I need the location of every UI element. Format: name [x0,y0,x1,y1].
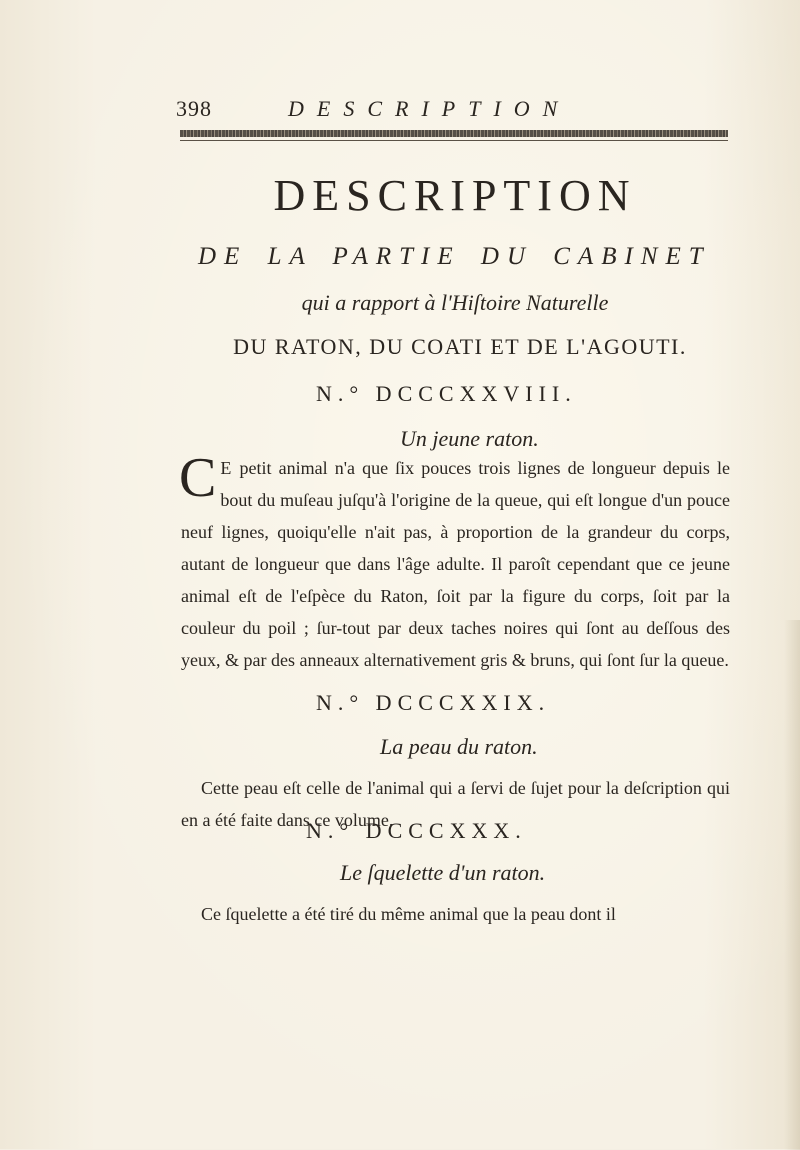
drop-cap-continuation: E [220,458,233,478]
main-title: DESCRIPTION [273,171,637,220]
subtitle-histoire-naturelle: qui a rapport à l'Hiſtoire Naturelle [301,290,609,315]
page-edge-shadow [784,620,800,1150]
page-number: 398 [176,96,212,121]
ornamental-rule [180,130,728,137]
entry-number-830: N.° DCCCXXX. [306,818,527,843]
entry-text-peau-raton: Cette peau eſt celle de l'animal qui a ſervi de ſujet pour la deſcription qui en a été faite dans ce volume. [181,778,730,830]
subtitle-partie-du-cabinet: DE LA PARTIE DU CABINET [198,243,711,270]
entry-number-828: N.° DCCCXXVIII. [316,381,577,406]
entry-number-829: N.° DCCCXXIX. [316,690,551,715]
entry-heading-jeune-raton: Un jeune raton. [400,426,539,451]
subtitle-animals: DU RATON, DU COATI ET DE L'AGOUTI. [233,334,687,359]
running-title: DESCRIPTION [288,96,571,121]
entry-heading-peau-raton: La peau du raton. [380,734,538,759]
entry-text-jeune-raton [179,447,730,676]
entry-heading-squelette-raton: Le ſquelette d'un raton. [340,860,546,885]
paragraph-text: petit animal n'a que ſix pouces trois lignes de longueur depuis le bout du muſeau juſqu'à l'origine de la queue, qui eſt longue d'un pouce neuf lignes, quoiqu'elle n'ait pas, à proportion de la grandeur du corps, autant de longueur que dans l'âge adulte. Il paroît cependant que ce jeune animal eſt de l'eſpèce du Raton, ſoit par la figure du corps, ſoit par la couleur du poil ; ſur-tout par deux taches noires qui ſont au deſſous des yeux, & par des anneaux alternativement gris & bruns, qui ſont ſur la queue. [181,458,730,670]
running-head [176,96,736,126]
drop-cap: C [179,447,217,509]
entry-text-squelette-raton: Ce ſquelette a été tiré du même animal que la peau dont il [201,904,616,924]
thin-rule [180,140,728,141]
